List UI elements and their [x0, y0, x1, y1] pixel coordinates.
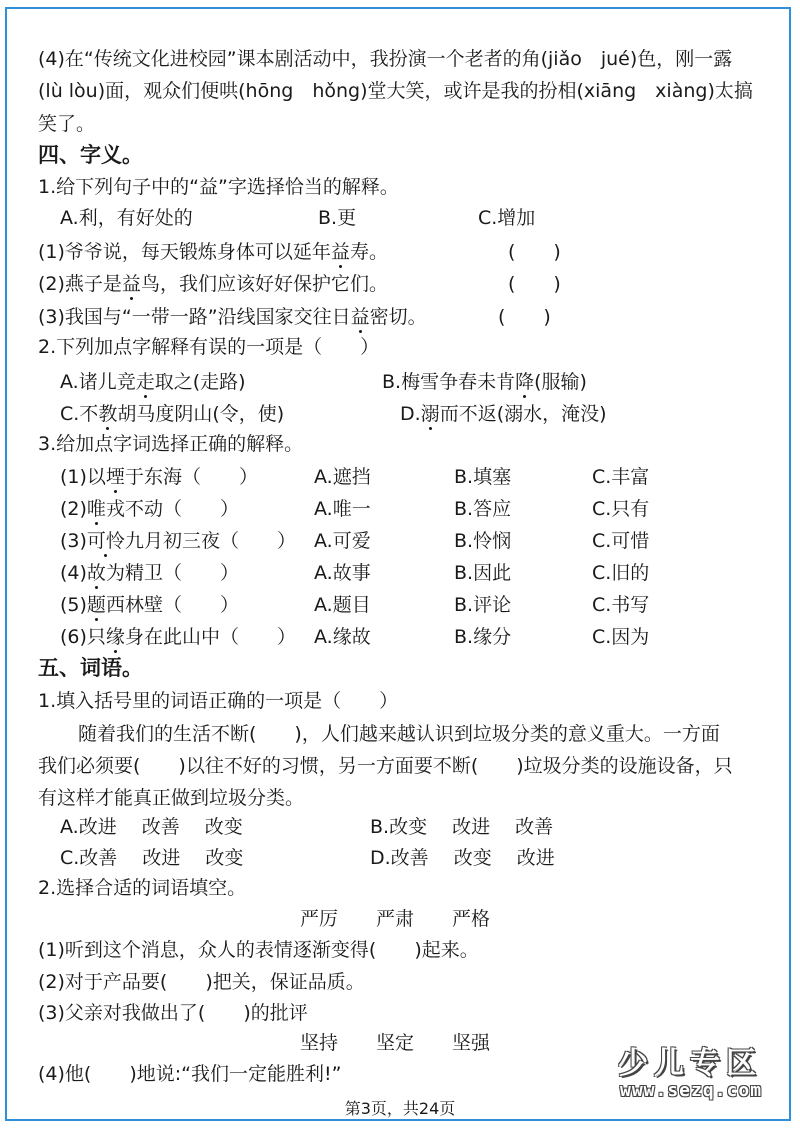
- option-a: A.题目: [314, 594, 371, 616]
- dotted-char: 教: [98, 403, 118, 425]
- option-d: D.改善 改变 改进: [370, 847, 555, 869]
- watermark-logo: [606, 1038, 786, 1110]
- answer-paren: ( ): [508, 241, 561, 263]
- text-line: (lù lòu)面，观众们便哄(hōng hǒng)堂大笑，或许是我的扮相(xiāng xiàng)太搞: [38, 80, 753, 102]
- text-line: 笑了。: [38, 113, 96, 135]
- option-b: B.评论: [454, 594, 512, 616]
- option-a: A.改进 改善 改变: [60, 816, 243, 838]
- option-a: A.可爱: [314, 530, 371, 552]
- sub-question: (2)燕子是益鸟，我们应该好好保护它们。: [38, 273, 388, 295]
- option-c: C.只有: [592, 498, 650, 520]
- option-c: C.旧的: [592, 562, 650, 584]
- option-a: A.唯一: [314, 498, 371, 520]
- dotted-char: 走: [135, 371, 155, 393]
- option-c: C.丰富: [592, 466, 650, 488]
- sub-question: (1)爷爷说，每天锻炼身体可以延年益寿。: [38, 241, 388, 263]
- watermark-cn: 少儿专区: [618, 1046, 762, 1081]
- sub-question: (4)他( )地说:“我们一定能胜利!”: [38, 1063, 342, 1085]
- dotted-char: 益: [350, 306, 370, 328]
- option-c: C.书写: [592, 594, 650, 616]
- sub-question: (3)父亲对我做出了( )的批评: [38, 1002, 308, 1024]
- dotted-char: 降: [515, 371, 535, 393]
- dotted-char: 缘: [105, 626, 125, 648]
- option-a: A.缘故: [314, 626, 371, 648]
- word-bank: 坚持 坚定 坚强: [300, 1032, 491, 1054]
- option-c: C.不教胡马度阴山(令，使): [60, 403, 285, 425]
- sub-question: (3)我国与“一带一路”沿线国家交往日益密切。: [38, 306, 427, 328]
- question-4-2: 2.下列加点字解释有误的一项是（ ）: [38, 336, 380, 358]
- option-b: B.因此: [454, 562, 512, 584]
- option-a: A.诸儿竞走取之(走路): [60, 371, 246, 393]
- section-heading-4: 四、字义。: [38, 143, 143, 167]
- dotted-char: 堙: [105, 466, 125, 488]
- option-b: B.答应: [454, 498, 512, 520]
- passage-line: 我们必须要( )以往不好的习惯，另一方面要不断( )垃圾分类的设施设备，只: [38, 755, 733, 777]
- option-b: B.缘分: [454, 626, 512, 648]
- option-d: D.溺而不返(溺水，淹没): [400, 403, 607, 425]
- option-b: B.更: [318, 207, 357, 229]
- option-a: A.利，有好处的: [60, 207, 193, 229]
- option-b: B.怜悯: [454, 530, 512, 552]
- dotted-char: 益: [330, 241, 350, 263]
- option-b: B.改变 改进 改善: [370, 816, 554, 838]
- option-c: C.因为: [592, 626, 650, 648]
- option-b: B.填塞: [454, 466, 512, 488]
- dotted-char: 故: [86, 562, 106, 584]
- question-4-3: 3.给加点字词选择正确的解释。: [38, 433, 304, 455]
- passage-line: 有这样才能真正做到垃圾分类。: [38, 787, 305, 809]
- watermark-url: www.sezq.com: [620, 1080, 763, 1101]
- dotted-char: 题: [86, 594, 106, 616]
- passage-line: 随着我们的生活不断( )，人们越来越认识到垃圾分类的意义重大。一方面: [78, 723, 720, 745]
- answer-paren: ( ): [508, 273, 561, 295]
- option-b: B.梅雪争春未肯降(服输): [382, 371, 587, 393]
- option-c: C.可惜: [592, 530, 650, 552]
- dotted-char: 溺: [420, 403, 440, 425]
- option-c: C.改善 改进 改变: [60, 847, 244, 869]
- option-a: A.故事: [314, 562, 371, 584]
- sub-question: (1)听到这个消息，众人的表情逐渐变得( )起来。: [38, 939, 479, 961]
- section-heading-5: 五、词语。: [38, 656, 143, 680]
- page-number: 第3页，共24页: [344, 1099, 456, 1118]
- word-bank: 严厉 严肃 严格: [300, 908, 491, 930]
- question-5-2: 2.选择合适的词语填空。: [38, 877, 247, 899]
- text-line: (4)在“传统文化进校园”课本剧活动中，我扮演一个老者的角(jiǎo jué)色，刚一露: [38, 48, 733, 70]
- dotted-char: 可怜: [86, 530, 125, 552]
- option-a: A.遮挡: [314, 466, 371, 488]
- dotted-char: 益: [121, 273, 141, 295]
- answer-paren: ( ): [498, 306, 551, 328]
- option-c: C.增加: [478, 207, 536, 229]
- sub-question: (2)对于产品要( )把关，保证品质。: [38, 971, 365, 993]
- question-5-1: 1.填入括号里的词语正确的一项是（ ）: [38, 690, 399, 712]
- question-4-1: 1.给下列句子中的“益”字选择恰当的解释。: [38, 176, 399, 198]
- dotted-char: 唯: [86, 498, 106, 520]
